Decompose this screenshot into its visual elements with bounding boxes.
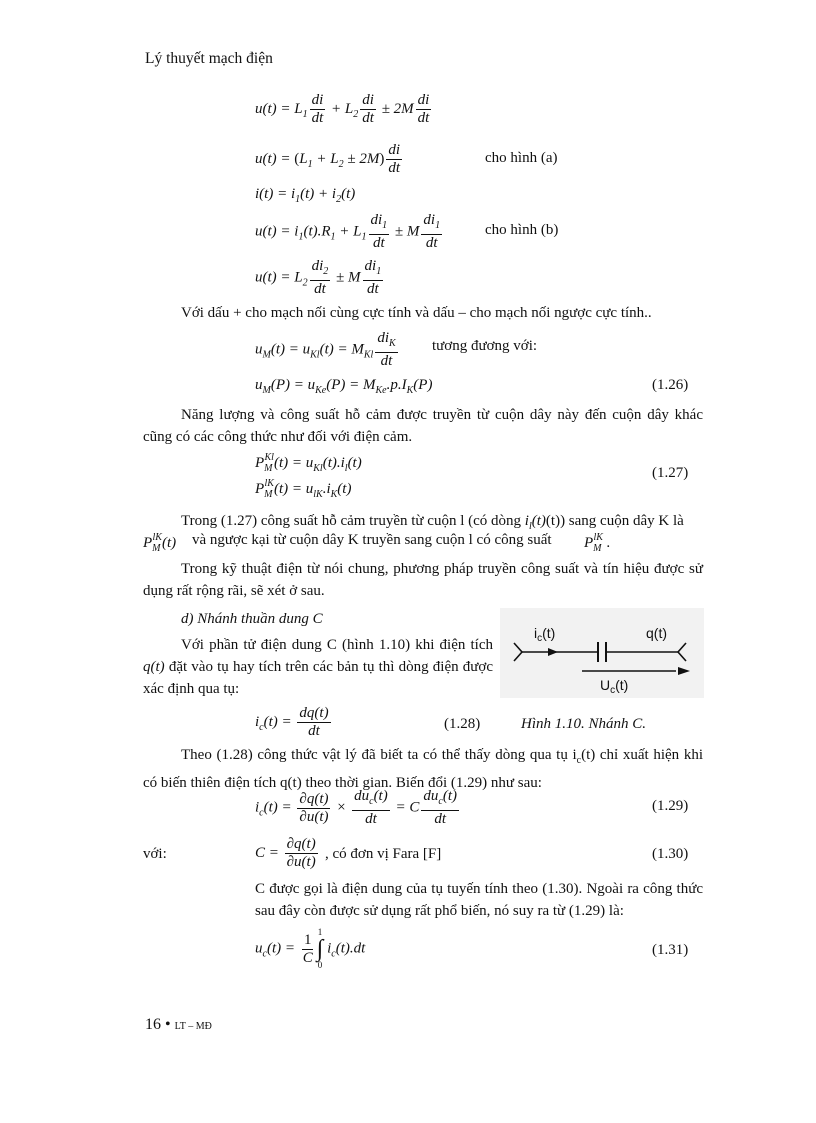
equation-number-1-31: (1.31): [652, 942, 689, 958]
paragraph-technique: Trong kỹ thuật điện từ nói chung, phương pháp truyền công suất và tín hiệu được sử dụng rất rộng rãi, sẽ xét ở sau.: [143, 561, 703, 599]
text-part: i: [524, 513, 529, 529]
equation-number-1-28: (1.28): [444, 716, 481, 732]
equation-um-time: $u_M(t) = u_{Kl}(t) = M_{Kl}$ $\frac{di_K}{dt}$: [255, 330, 396, 369]
symbol-pm-lk: $P_M^{lK}(t)$: [143, 532, 177, 554]
text-part: (t)) sang cuộn dây K là: [545, 513, 684, 529]
equation-uc-integral: $u_c(t)$ = $\frac{1}{C}$ 1 ∫ 0 $i_c(t).dt$: [255, 927, 366, 970]
svg-text:q(t): q(t): [646, 625, 667, 641]
text-part: Theo (1.28) công thức vật lý đã biết ta có thể thấy dòng qua tụ i: [181, 747, 577, 763]
paragraph-trong-1-27: Trong (1.27) công suất hỗ cảm truyền từ cuộn l (có dòng $i_l(t)(t)$) sang cuộn dây K là: [181, 513, 684, 532]
footer-bullet: •: [165, 1016, 171, 1033]
symbol-pm-ik-end: $P_M^{lK}$ .: [584, 532, 611, 554]
text-part: Với phần tử điện dung C (hình 1.10) khi điện tích: [181, 637, 493, 653]
equation-number-1-30: (1.30): [652, 846, 689, 862]
equation-u-parallel-2: $u(t) = L_2$ $\frac{di_2}{dt}$ ± M $\frac{di_1}{dt}$: [255, 258, 382, 297]
page-number: 16: [145, 1016, 161, 1033]
label-unit: , có đơn vị Fara [F]: [325, 846, 442, 862]
equation-number-1-27: (1.27): [652, 465, 689, 481]
svg-text:Uc(t): $U_c(t)$: [600, 677, 629, 696]
paragraph-energy: Năng lượng và công suất hỗ cảm được truyền từ cuộn dây này đến cuộn dây khác cũng có các công thức như đối với điện cảm.: [143, 407, 703, 445]
paragraph-theo: Theo (1.28) công thức vật lý đã biết ta có thể thấy dòng qua tụ $i_c(t)$ chỉ xuất hiện khi có biến thiên điện tích q(t) theo thời gian. Biến đổi (1.29) như sau:: [143, 747, 703, 791]
svg-text:ic(t): $i_c(t)$: [534, 625, 556, 644]
equation-u-series: $u(t) = L_1$ $\frac{di}{dt}$ + $L_2$ $\frac{di}{dt}$ ± 2M $\frac{di}{dt}$: [255, 92, 430, 126]
paragraph-capacitance-def: C được gọi là điện dung của tụ tuyến tính theo (1.30). Ngoài ra công thức sau đây còn được sử dụng rất phổ biến, nó suy ra từ (1.29) là:: [255, 881, 703, 919]
text-part: q(t): [143, 659, 165, 675]
equation-u-parallel-1: $u(t) = i_1(t).R_1 + L_1$ $\frac{di_1}{dt}$ ± M $\frac{di_1}{dt}$: [255, 212, 441, 251]
equation-ic-charge: $i_c(t)$ = $\frac{dq(t)}{dt}$: [255, 705, 329, 739]
equation-i-sum: $i(t) = i_1(t) + i_2(t)$: [255, 186, 356, 205]
footer-code: LT – MĐ: [174, 1021, 212, 1032]
paragraph-trong-cont: và ngược kại từ cuộn dây K truyền sang cuộn l có công suất: [192, 532, 552, 548]
equation-ic-derivation: $i_c(t)$ = $\frac{\partial q(t)}{\partial u(t)}$ × $\frac{du_c(t)}{dt}$ = C $\frac{du_c(t)}{dt}$: [255, 788, 457, 827]
equation-power-lk: $P_M^{lK}(t) = u_{lK}.i_K(t)$: [255, 478, 352, 500]
capacitor-diagram: [500, 608, 704, 698]
equation-um-phasor: $u_M(P) = u_{Ke}(P) = M_{Ke}.p.I_K(P)$: [255, 377, 433, 396]
paragraph-sign-note: Với dấu + cho mạch nối cùng cực tính và dấu – cho mạch nối ngược cực tính..: [181, 305, 652, 321]
equation-number-1-29: (1.29): [652, 798, 689, 814]
text-part: (t) chỉ xuất hiện khi có biến thiên điện tích q(t) theo thời gian. Biến đổi (1.29) như sau:: [143, 747, 703, 791]
label-fig-a: cho hình (a): [485, 150, 558, 166]
terminal-left: [514, 643, 522, 661]
current-arrow: [548, 648, 558, 656]
figure-caption: Hình 1.10. Nhánh C.: [521, 716, 647, 732]
equation-power-kl: $P_M^{Kl}(t) = u_{Kl}(t).i_l(t)$: [255, 452, 362, 474]
section-heading: d) Nhánh thuần dung C: [181, 611, 323, 627]
equation-capacitance: C = $\frac{\partial q(t)}{\partial u(t)}$: [255, 836, 316, 870]
text-part: Trong (1.27) công suất hỗ cảm truyền từ cuộn l (có dòng: [181, 513, 525, 529]
page-footer: [145, 1016, 212, 1034]
equation-u-combined: $u(t) = (L_1 + L_2 \pm 2M)$ $\frac{di}{dt}$: [255, 142, 400, 176]
running-header: Lý thuyết mạch điện: [145, 50, 273, 67]
label-fig-b: cho hình (b): [485, 222, 559, 238]
text-part: đặt vào tụ hay tích trên các bản tụ thì dòng điện được xác định qua tụ:: [143, 659, 493, 697]
paragraph-capacitor: [143, 634, 493, 700]
figure-capacitor-branch: [500, 608, 704, 698]
voltage-arrow: [678, 667, 690, 675]
label-equivalent: tương đương với:: [432, 338, 538, 354]
label-with: với:: [143, 846, 167, 862]
equation-number-1-26: (1.26): [652, 377, 689, 393]
terminal-right: [678, 643, 686, 661]
